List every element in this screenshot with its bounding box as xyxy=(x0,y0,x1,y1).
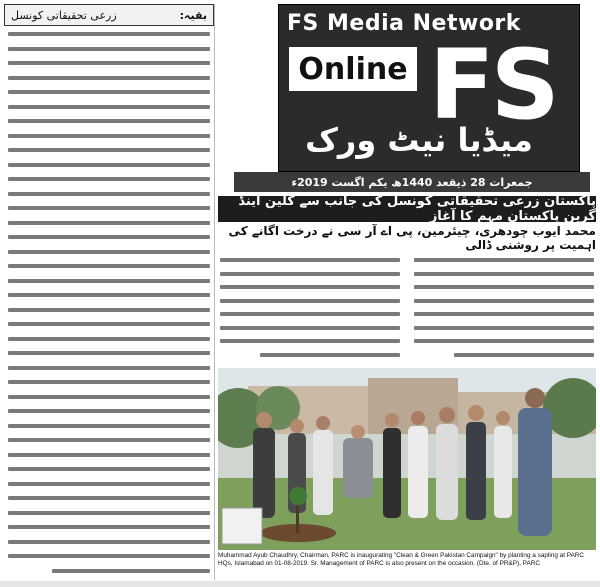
masthead-logo xyxy=(278,4,580,172)
column-header xyxy=(4,4,214,26)
photo-caption: Muhammad Ayub Chaudhry, Chairman, PARC is inaugurating "Clean & Green Pakistan Campaign" by planting a sapling at PARC HQs, Islamabad on 01-08-2019. Sr. Management of PARC is also present on the occasion. (Dte. of PR&P), PARC xyxy=(218,552,585,567)
story-column-left xyxy=(220,258,400,366)
story-body xyxy=(220,258,594,366)
sub-headline: محمد ایوب چودھری، چیئرمین، پی اے آر سی نے درخت اگانے کی اہمیت پر روشنی ڈالی xyxy=(228,224,596,252)
network-name: FS Media Network xyxy=(287,11,521,36)
urdu-brand-name: میڈیا نیٹ ورک xyxy=(305,121,533,159)
story-column-right xyxy=(414,258,594,366)
event-photo xyxy=(218,368,596,550)
continuation-column xyxy=(4,4,215,580)
tree-planting-photo xyxy=(218,368,596,550)
online-label: Online xyxy=(289,47,417,91)
page-footer-strip xyxy=(0,581,600,587)
main-headline: پاکستان زرعی تحقیقاتی کونسل کی جانب سے کلین اینڈ گرین پاکستان مہم کا آغاز xyxy=(218,196,596,222)
brand-mark: FS xyxy=(429,29,556,141)
continuation-label: بقیہ: xyxy=(179,8,207,22)
column-body-text xyxy=(4,26,214,573)
dateline: جمعرات 28 ذیقعد 1440ھ یکم اگست 2019ء xyxy=(234,172,590,192)
section-title: زرعی تحقیقاتی کونسل xyxy=(11,8,117,22)
